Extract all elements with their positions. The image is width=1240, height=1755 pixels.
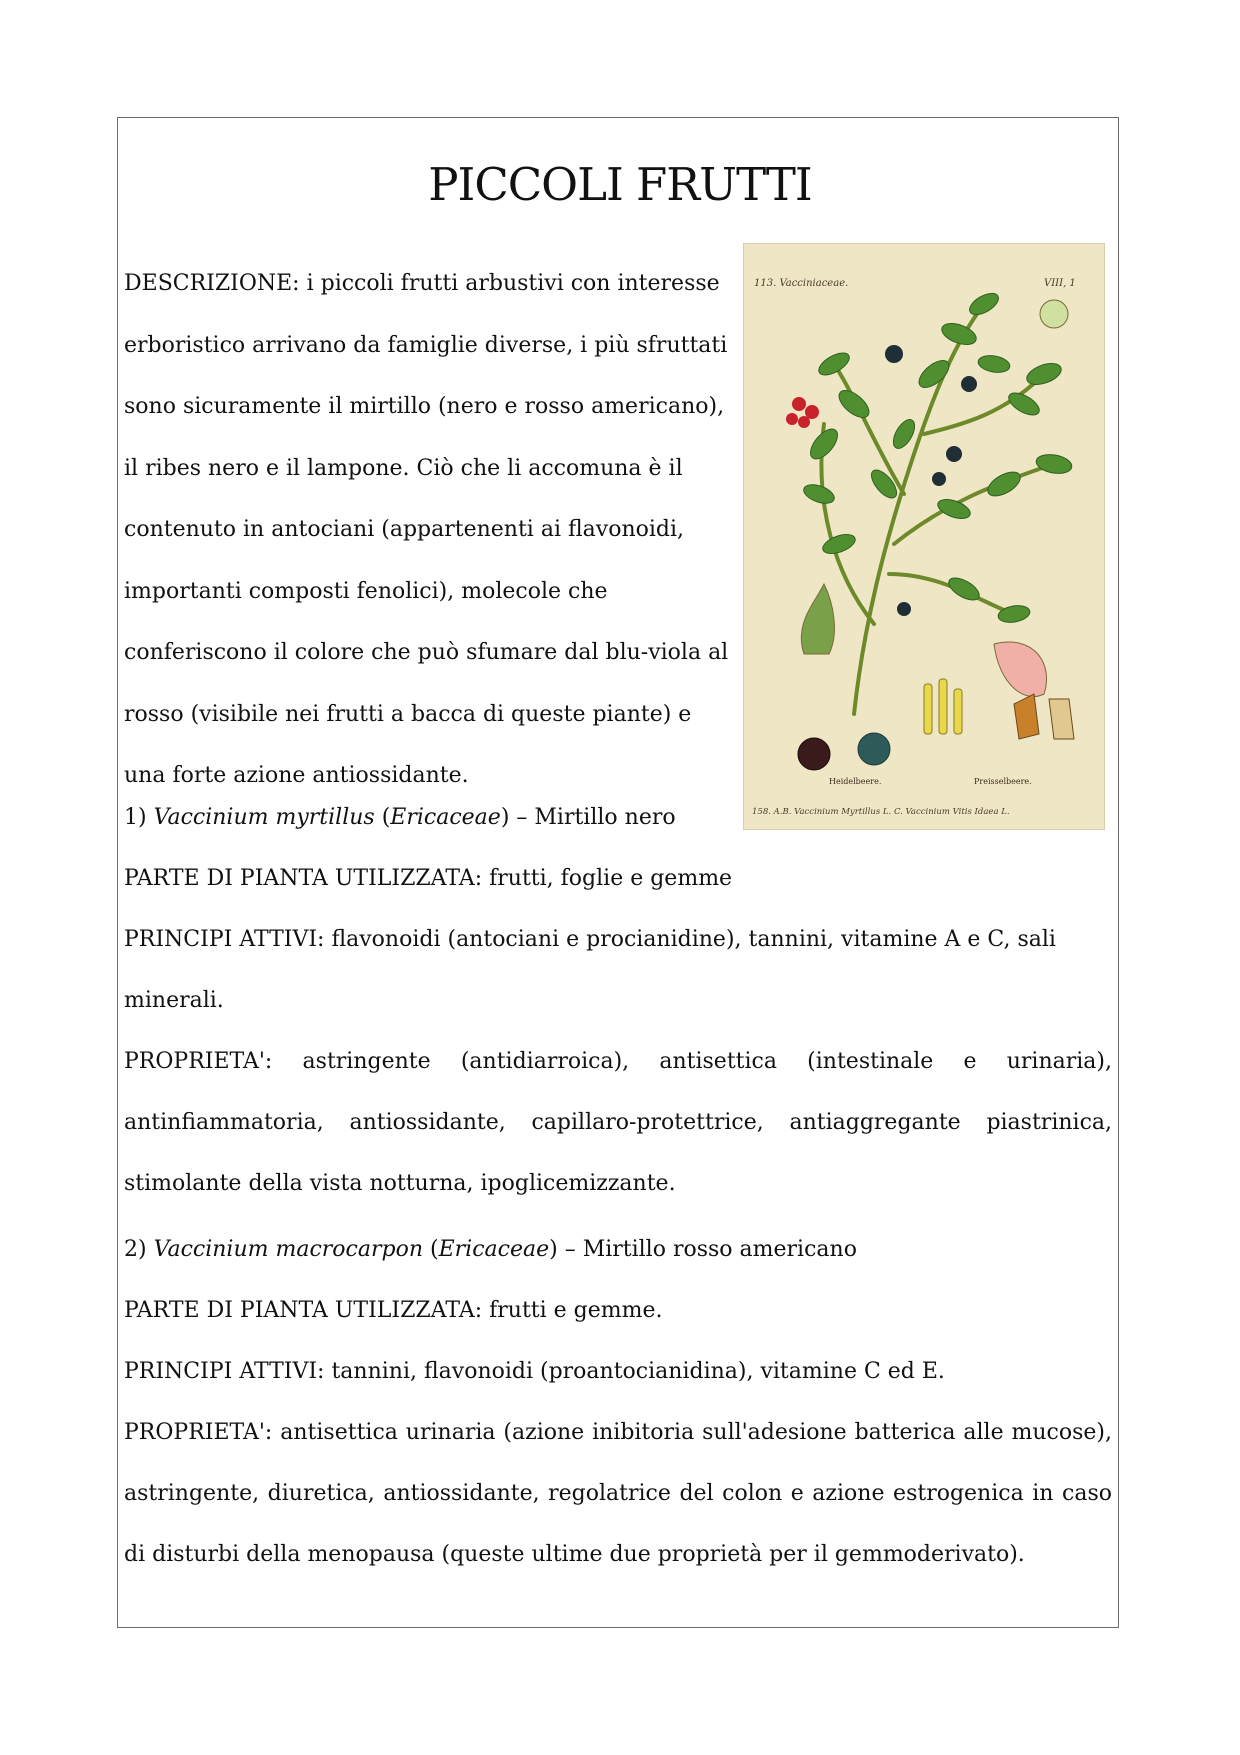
- illustration-caption: 158. A.B. Vaccinium Myrtillus L. C. Vaccinium Vitis Idaea L.: [752, 807, 1010, 817]
- family-name: Ericaceae: [438, 1237, 550, 1262]
- description-text: DESCRIZIONE: i piccoli frutti arbustivi con interesse erboristico arrivano da famiglie diverse, i più sfruttati sono sicuramente il mirtillo (nero e rosso americano), il ribes nero e il lampone. Ciò che li accomuna è il contenuto in antociani (appartenenti ai flavonoidi, importanti composti fenolici), molecole che conferiscono il colore che può sfumare dal blu-viola al rosso (visibile nei frutti a bacca di queste piante) e una forte azione antiossidante.: [124, 271, 729, 788]
- common-name: Mirtillo rosso americano: [582, 1237, 857, 1262]
- properties-value: antisettica urinaria (azione inibitoria sull'adesione batterica alle mucose), astringente, diuretica, antiossidante, regolatrice del colon e azione estrogenica in caso di disturbi della menopausa (queste ultime due proprietà per il gemmoderivato).: [124, 1420, 1112, 1567]
- botanical-illustration: [743, 243, 1105, 830]
- illustration-label-left: Heidelbeere.: [829, 777, 882, 786]
- species-name: Vaccinium macrocarpon: [153, 1237, 423, 1262]
- parts-used-line: [124, 848, 1112, 909]
- plant-heading: 2) Vaccinium macrocarpon (Ericaceae) – Mirtillo rosso americano: [124, 1237, 857, 1262]
- family-name: Ericaceae: [390, 805, 501, 830]
- plant-heading: 1) Vaccinium myrtillus (Ericaceae) – Mirtillo nero: [124, 805, 676, 830]
- vaccinium-plant-drawing: [744, 244, 1104, 829]
- active-principles-label: PRINCIPI ATTIVI:: [124, 927, 325, 952]
- properties-label: PROPRIETA':: [124, 1049, 273, 1074]
- separator: –: [564, 1237, 576, 1262]
- description-paragraph: [124, 253, 734, 807]
- plant-entry-2: [124, 1219, 1112, 1585]
- parts-used-label: PARTE DI PIANTA UTILIZZATA:: [124, 1298, 483, 1323]
- plant-number: 1): [124, 805, 147, 830]
- properties-paragraph: [124, 1031, 1112, 1214]
- common-name: Mirtillo nero: [534, 805, 676, 830]
- separator: –: [516, 805, 528, 830]
- active-principles-label: PRINCIPI ATTIVI:: [124, 1359, 325, 1384]
- illustration-label-top-right: VIII, 1: [1044, 278, 1076, 289]
- parts-used-line: [124, 1280, 1112, 1341]
- parts-used-label: PARTE DI PIANTA UTILIZZATA:: [124, 866, 483, 891]
- plant-entry-1: [124, 787, 1112, 1214]
- active-principles-value: flavonoidi (antociani e procianidine), tannini, vitamine A e C, sali minerali.: [124, 927, 1056, 1013]
- active-principles-value: tannini, flavonoidi (proantocianidina), vitamine C ed E.: [331, 1359, 945, 1384]
- properties-label: PROPRIETA':: [124, 1420, 273, 1445]
- properties-paragraph: [124, 1402, 1112, 1585]
- parts-used-value: frutti, foglie e gemme: [489, 866, 733, 891]
- illustration-label-right: Preisselbeere.: [974, 777, 1032, 786]
- plant-number: 2): [124, 1237, 147, 1262]
- species-name: Vaccinium myrtillus: [153, 805, 375, 830]
- parts-used-value: frutti e gemme.: [489, 1298, 663, 1323]
- active-principles-line: [124, 1341, 1112, 1402]
- illustration-label-top-left: 113. Vacciniaceae.: [754, 278, 849, 289]
- properties-value: astringente (antidiarroica), antisettica (intestinale e urinaria), antinfiammatoria, antiossidante, capillaro-protettrice, antiaggregante piastrinica, stimolante della vista notturna, ipoglicemizzante.: [124, 1049, 1112, 1196]
- page-title: PICCOLI FRUTTI: [428, 158, 812, 211]
- active-principles-line: [124, 909, 1112, 1031]
